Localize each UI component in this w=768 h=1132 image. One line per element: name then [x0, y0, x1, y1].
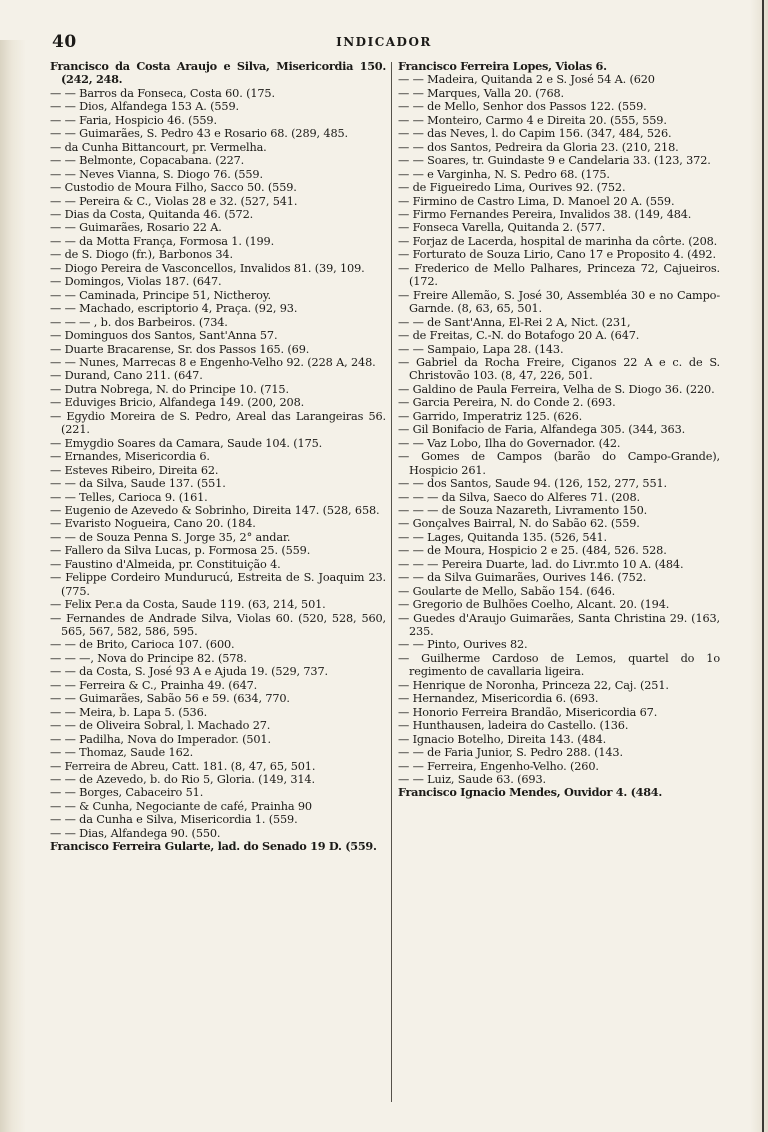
- directory-entry: — — de Souza Penna S. Jorge 35, 2° andar.: [50, 530, 291, 544]
- directory-entry: — Forturato de Souza Lirio, Cano 17 e Proposito 4. (492.: [398, 248, 716, 262]
- directory-entry: Francisco Ferreira Gularte, lad. do Senado 19 D. (559.: [50, 839, 377, 854]
- directory-entry: — — — Pereira Duarte, lad. do Livr.mto 10 A. (484.: [398, 557, 684, 571]
- directory-entry: — Henrique de Noronha, Princeza 22, Caj. (251.: [398, 678, 669, 692]
- directory-entry: — Durand, Cano 211. (647.: [50, 369, 203, 383]
- directory-entry: — — de Oliveira Sobral, l. Machado 27.: [50, 719, 271, 733]
- directory-entry: — — de Brito, Carioca 107. (600.: [50, 638, 235, 652]
- directory-entry: — Frederico de Mello Palhares, Princeza 72, Cajueiros. (172.: [398, 261, 720, 289]
- directory-entry: — Garcia Pereira, N. do Conde 2. (693.: [398, 396, 616, 410]
- directory-entry: — de Freitas, C.-N. do Botafogo 20 A. (647.: [398, 329, 640, 343]
- binding-spine: [0, 40, 26, 1132]
- directory-entry: — — Dias, Alfandega 90. (550.: [50, 826, 221, 840]
- directory-entry: — Fernandes de Andrade Silva, Violas 60. (520, 528, 560, 565, 567, 582, 586, 595.: [50, 611, 386, 639]
- directory-entry: — Hernandez, Misericordia 6. (693.: [398, 692, 599, 706]
- directory-entry: — — de Moura, Hospicio 2 e 25. (484, 526. 528.: [398, 544, 667, 558]
- directory-entry: — Freire Allemão, S. José 30, Assembléa 30 e no Campo-Garnde. (8, 63, 65, 501.: [398, 288, 720, 316]
- directory-entry: — — Pereira & C., Violas 28 e 32. (527, 541.: [50, 194, 298, 208]
- running-head: INDICADOR: [336, 35, 432, 49]
- directory-entry: — — — de Souza Nazareth, Livramento 150.: [398, 503, 648, 517]
- directory-entry: — Esteves Ribeiro, Direita 62.: [50, 463, 219, 477]
- directory-entry: — — — da Silva, Saeco do Alferes 71. (208.: [398, 490, 640, 504]
- directory-entry: — Dutra Nobrega, N. do Principe 10. (715.: [50, 382, 289, 396]
- directory-entry: — Felippe Cordeiro Mundurucú, Estreita de S. Joaquim 23. (775.: [50, 571, 386, 598]
- directory-entry: — Dias da Costa, Quitanda 46. (572.: [50, 207, 254, 221]
- directory-entry: — Galdino de Paula Ferreira, Velha de S. Diogo 36. (220.: [398, 382, 715, 396]
- directory-entry: — Guilherme Cardoso de Lemos, quartel do 1o regimento de cavallaria ligeira.: [398, 651, 720, 679]
- directory-entry: — — Monteiro, Carmo 4 e Direita 20. (555, 559.: [398, 113, 667, 127]
- page-edge: [750, 0, 768, 1132]
- directory-entry: — — Guimarães, S. Pedro 43 e Rosario 68. (289, 485.: [50, 127, 348, 141]
- page-number: 40: [52, 32, 77, 52]
- directory-entry: — — da Cunha e Silva, Misericordia 1. (559.: [50, 813, 298, 827]
- directory-entry: — — Dios, Alfandega 153 A. (559.: [50, 100, 239, 114]
- directory-entry: — — de Mello, Senhor dos Passos 122. (559.: [398, 100, 647, 114]
- directory-entry: — Duarte Bracarense, Sr. dos Passos 165. (69.: [50, 342, 310, 356]
- directory-entry: — Firmino de Castro Lima, D. Manoel 20 A. (559.: [398, 194, 675, 208]
- directory-entry: — — Guimarães, Sabão 56 e 59. (634, 770.: [50, 692, 290, 706]
- directory-entry: — — Lages, Quitanda 135. (526, 541.: [398, 530, 607, 544]
- directory-entry: — — das Neves, l. do Capim 156. (347, 484, 526.: [398, 127, 672, 141]
- directory-entry: — — de Azevedo, b. do Rio 5, Gloria. (149, 314.: [50, 773, 315, 787]
- directory-entry: — — Telles, Carioca 9. (161.: [50, 490, 208, 504]
- directory-entry: — — da Silva, Saude 137. (551.: [50, 477, 226, 491]
- directory-entry: — — Neves Vianna, S. Diogo 76. (559.: [50, 167, 263, 181]
- directory-entry: — Dominguos dos Santos, Sant'Anna 57.: [50, 329, 278, 343]
- directory-entry: — Forjaz de Lacerda, hospital de marinha da côrte. (208.: [398, 234, 718, 248]
- directory-entry: — — Thomaz, Saude 162.: [50, 746, 194, 760]
- directory-entry: — — Belmonte, Copacabana. (227.: [50, 154, 245, 168]
- directory-entry: — — Vaz Lobo, Ilha do Governador. (42.: [398, 436, 621, 450]
- directory-entry: — Eugenio de Azevedo & Sobrinho, Direita 147. (528, 658.: [50, 503, 380, 517]
- directory-entry: — — da Costa, S. José 93 A e Ajuda 19. (529, 737.: [50, 665, 328, 679]
- directory-entry: — de Figueiredo Lima, Ourives 92. (752.: [398, 181, 626, 195]
- directory-entry: — Garrido, Imperatriz 125. (626.: [398, 409, 583, 423]
- directory-entry: — Gregorio de Bulhões Coelho, Alcant. 20. (194.: [398, 598, 670, 612]
- directory-entry: — Honorio Ferreira Brandão, Misericordia 67.: [398, 705, 658, 719]
- directory-entry: — — dos Santos, Pedreira da Gloria 23. (210, 218.: [398, 140, 679, 154]
- directory-entry: — — Luiz, Saude 63. (693.: [398, 773, 546, 787]
- directory-entry: — — Borges, Cabaceiro 51.: [50, 786, 204, 800]
- directory-entry: — Custodio de Moura Filho, Sacco 50. (559.: [50, 181, 297, 195]
- directory-entry: — — Soares, tr. Guindaste 9 e Candelaria 33. (123, 372.: [398, 154, 711, 168]
- directory-entry: — — Pinto, Ourives 82.: [398, 638, 528, 652]
- directory-entry: — — da Silva Guimarães, Ourives 146. (752.: [398, 571, 647, 585]
- directory-entry: — — Ferreira & C., Prainha 49. (647.: [50, 678, 258, 692]
- directory-entry: — de S. Diogo (fr.), Barbonos 34.: [50, 248, 233, 262]
- directory-entry: — — Sampaio, Lapa 28. (143.: [398, 342, 564, 356]
- directory-entry: — — Madeira, Quitanda 2 e S. José 54 A. (620: [398, 73, 655, 87]
- directory-entry: Francisco da Costa Araujo e Silva, Misericordia 150. (242, 248.: [50, 59, 386, 87]
- directory-entry: — Ernandes, Misericordia 6.: [50, 450, 210, 464]
- directory-entry: — Emygdio Soares da Camara, Saude 104. (175.: [50, 436, 323, 450]
- directory-entry: — Ferreira de Abreu, Catt. 181. (8, 47, 65, 501.: [50, 759, 316, 773]
- directory-entry: — Gabriel da Rocha Freire, Ciganos 22 A e c. de S. Christovão 103. (8, 47, 226, 501.: [398, 355, 720, 383]
- directory-entry: — — — , b. dos Barbeiros. (734.: [50, 315, 228, 329]
- directory-entry: — — da Motta França, Formosa 1. (199.: [50, 234, 275, 248]
- right-edge-rule: [762, 0, 764, 1132]
- directory-entry: — Goularte de Mello, Sabão 154. (646.: [398, 584, 616, 598]
- left-column: [50, 60, 386, 854]
- directory-entry: — — Machado, escriptorio 4, Praça. (92, 93.: [50, 302, 298, 316]
- directory-entry: — — Marques, Valla 20. (768.: [398, 86, 564, 100]
- directory-entry: — Guedes d'Araujo Guimarães, Santa Christina 29. (163, 235.: [398, 611, 720, 639]
- directory-entry: — — de Faria Junior, S. Pedro 288. (143.: [398, 746, 623, 760]
- directory-entry: — — dos Santos, Saude 94. (126, 152, 277, 551.: [398, 477, 667, 491]
- directory-entry: — Felix Per.a da Costa, Saude 119. (63, 214, 501.: [50, 598, 326, 612]
- directory-entry: — Firmo Fernandes Pereira, Invalidos 38. (149, 484.: [398, 207, 692, 221]
- directory-entry: — Eduviges Bricio, Alfandega 149. (200, 208.: [50, 396, 305, 410]
- directory-entry: — Faustino d'Almeida, pr. Constituição 4.: [50, 557, 281, 571]
- directory-entry: — — Padilha, Nova do Imperador. (501.: [50, 732, 271, 746]
- directory-entry: — — Meira, b. Lapa 5. (536.: [50, 705, 208, 719]
- directory-entry: — Gomes de Campos (barão do Campo-Grande), Hospicio 261.: [398, 450, 720, 477]
- directory-entry: — Egydio Moreira de S. Pedro, Areal das Larangeiras 56. (221.: [50, 409, 386, 437]
- directory-entry: — da Cunha Bittancourt, pr. Vermelha.: [50, 140, 267, 154]
- column-divider: [391, 62, 392, 1102]
- directory-entry: Francisco Ferreira Lopes, Violas 6.: [398, 59, 607, 73]
- directory-entry: — — —, Nova do Principe 82. (578.: [50, 651, 247, 665]
- directory-entry: — Fonseca Varella, Quitanda 2. (577.: [398, 221, 606, 235]
- directory-entry: — — & Cunha, Negociante de café, Prainha 90: [50, 799, 312, 813]
- directory-entry: — Ignacio Botelho, Direita 143. (484.: [398, 732, 607, 746]
- directory-entry: — Evaristo Nogueira, Cano 20. (184.: [50, 517, 256, 531]
- directory-entry: — — Faria, Hospicio 46. (559.: [50, 113, 217, 127]
- directory-entry: — — de Sant'Anna, El-Rei 2 A, Nict. (231,: [398, 315, 631, 329]
- directory-entry: — Gonçalves Bairral, N. do Sabão 62. (559.: [398, 517, 640, 531]
- right-column: [398, 60, 720, 800]
- directory-entry: — Domingos, Violas 187. (647.: [50, 275, 222, 289]
- directory-entry: — — Barros da Fonseca, Costa 60. (175.: [50, 86, 275, 100]
- directory-entry: — Hunthausen, ladeira do Castello. (136.: [398, 719, 629, 733]
- directory-entry: — — e Varginha, N. S. Pedro 68. (175.: [398, 167, 610, 181]
- directory-entry: — — Nunes, Marrecas 8 e Engenho-Velho 92. (228 A, 248.: [50, 355, 376, 369]
- directory-entry: — — Guimarães, Rosario 22 A.: [50, 221, 222, 235]
- directory-entry: Francisco Ignacio Mendes, Ouvidor 4. (484.: [398, 785, 662, 800]
- directory-entry: — — Ferreira, Engenho-Velho. (260.: [398, 759, 599, 773]
- directory-entry: — — Caminada, Principe 51, Nictheroy.: [50, 288, 271, 302]
- directory-entry: — Diogo Pereira de Vasconcellos, Invalidos 81. (39, 109.: [50, 261, 365, 275]
- directory-entry: — Fallero da Silva Lucas, p. Formosa 25. (559.: [50, 544, 311, 558]
- directory-entry: — Gil Bonifacio de Faria, Alfandega 305. (344, 363.: [398, 423, 686, 437]
